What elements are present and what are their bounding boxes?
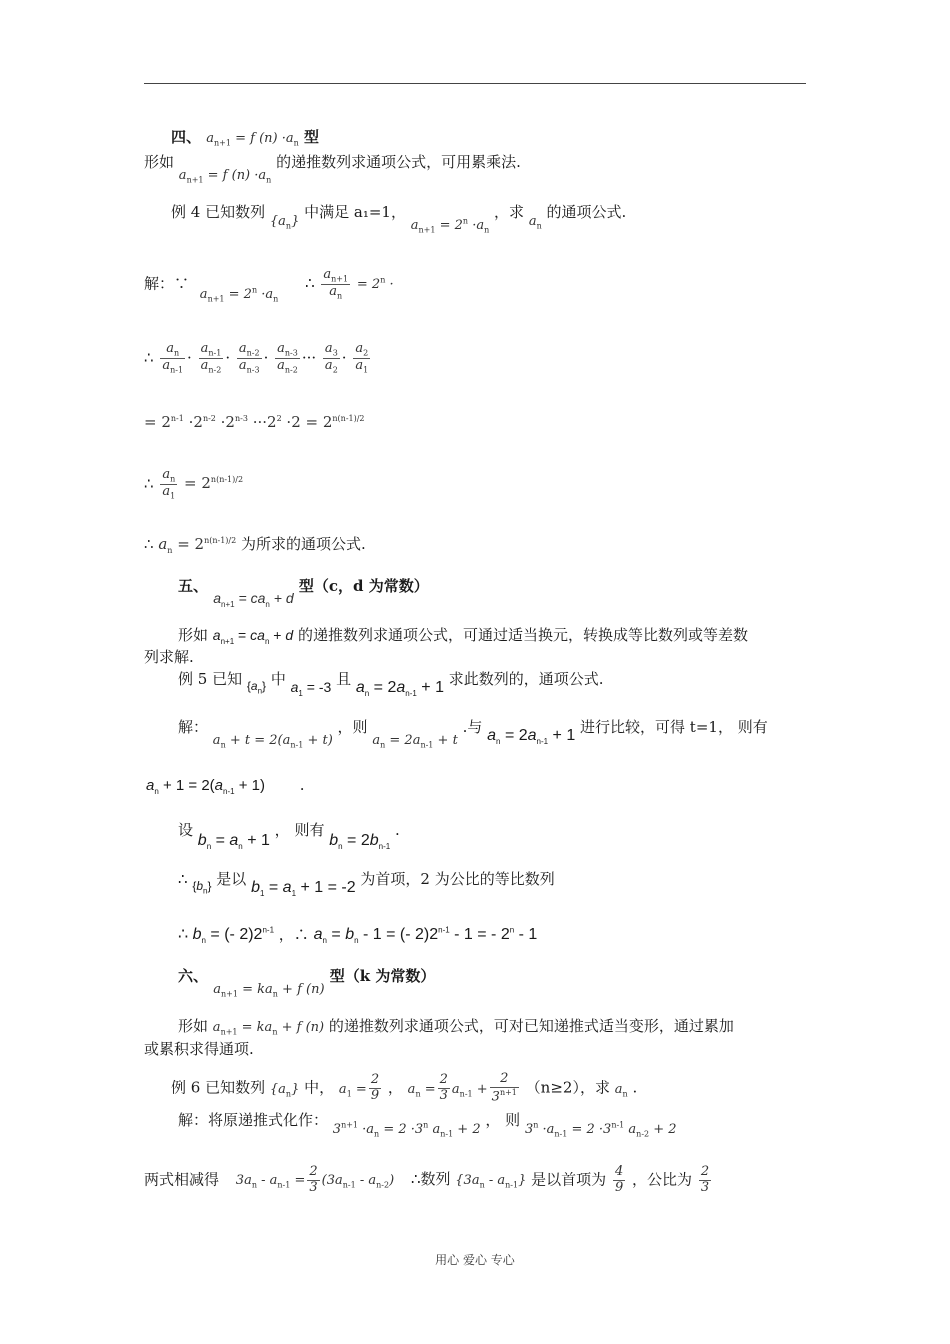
- solution-4-result: ∴ $a_n = 2^{n(n-1)/2}$ 为所求的通项公式.: [144, 535, 366, 555]
- example-5-lead: 例 5 已知: [178, 670, 243, 688]
- solution-label: 解：∵: [144, 274, 190, 293]
- solution-6-line1: [178, 1111, 677, 1139]
- desc-prefix: 形如: [144, 153, 175, 171]
- section-5-suffix: 型（c，d 为常数）: [298, 577, 429, 595]
- example-6-mid: 中，: [304, 1078, 335, 1097]
- desc-prefix: 形如: [178, 626, 209, 644]
- step1-rel: $a_{n+1} = 2^n \cdot a_n$: [199, 285, 279, 304]
- example-6-sep: ，: [387, 1078, 403, 1097]
- result-suffix: 为所求的通项公式.: [240, 535, 366, 553]
- example-6: 例 6 已知数列 $\{a_n\}$ 中， $a_1$ = $\frac{2}{9}$ ， $a_n$ = $\frac{2}{3}$ $a_{n-1}$ + $\frac{2}{3^{n+1}}$ （n≥2），求 $a_n$ .: [171, 1071, 638, 1105]
- sol-compare: 进行比较，可得 t=1， 则有: [580, 718, 768, 736]
- example-4-seq: $\{a_n\}$: [269, 214, 300, 231]
- solution-5-eq: $a_n + 1 = 2(a_{n-1} + 1)$ .: [146, 776, 305, 796]
- res-sep: ，∴: [278, 925, 309, 944]
- solution-5-result: ∴ $b_n$ = (- 2)2$^{n-1}$ ，∴ $a_n = b_n - 1$ = (- 2)2$^{n-1}$ - 1 = - 2$^n$ - 1: [178, 925, 538, 946]
- sub-first: $\frac{4}{9}$: [614, 1164, 624, 1195]
- section-6-prefix: 六、: [178, 967, 209, 985]
- section-6-suffix: 型（k 为常数）: [329, 967, 436, 985]
- solution-5-set: [178, 821, 400, 852]
- sub-seq-lead: ∴数列: [410, 1170, 451, 1189]
- section-5-desc: [178, 628, 748, 646]
- example-4-cond: 中满足 a₁=1，: [304, 203, 406, 221]
- example-6-ask: （n≥2），求: [525, 1078, 610, 1097]
- sol-with: .与: [462, 718, 483, 736]
- example-4-ask: ，求: [494, 203, 525, 221]
- set-dot: .: [394, 821, 400, 839]
- solution-5-line1: [178, 718, 768, 750]
- section-5-prefix: 五、: [178, 577, 209, 595]
- section-4-suffix: 型: [304, 128, 320, 146]
- sol-then: ，则: [337, 718, 368, 736]
- section-4-desc: [144, 153, 521, 185]
- desc-prefix: 形如: [178, 1017, 209, 1035]
- solution-4-step4: ∴ $\frac{a_n}{a_1}$ = $2^{n(n-1)/2}$: [144, 467, 244, 501]
- set-eq1: $b_n = a_n + 1$: [197, 832, 270, 852]
- desc-formula: $a_{n+1} = f$ $(n) \cdot a_n$: [178, 168, 272, 185]
- page-footer: 用心 爱心 专心: [435, 1253, 515, 1267]
- section-4-formula: $a_{n+1} = f$ $(n) \cdot a_n$: [206, 131, 299, 148]
- section-6-desc: [178, 1019, 734, 1037]
- geo-is: 是以: [216, 870, 247, 888]
- eq-dot: .: [299, 776, 305, 794]
- sol6-eq1: $3^{n+1} \cdot a_n = 2 \cdot 3^n$ $a_{n-1} + 2$: [332, 1120, 481, 1139]
- example-4-rel: $a_{n+1} = 2^n \cdot a_n$: [410, 216, 490, 235]
- example-5-and: 且: [336, 670, 352, 688]
- example-5-tail: 求此数列的，通项公式.: [448, 670, 604, 688]
- example-4-an: $a_n$: [528, 214, 542, 231]
- section-6-heading: [178, 967, 436, 999]
- desc-suffix: 的递推数列求通项公式，可对已知递推式适当变形，通过累加: [328, 1017, 734, 1035]
- desc-suffix: 的递推数列求通项公式，可用累乘法.: [276, 153, 521, 171]
- example-4: [171, 203, 627, 235]
- section-5-desc-line2: 列求解.: [144, 648, 194, 666]
- section-6-desc-line2: 或累积求得通项.: [144, 1040, 254, 1058]
- example-5: [178, 670, 604, 699]
- section-6-formula: $a_{n+1} = ka_n + f$ (n): [213, 982, 325, 999]
- sub-ratio: $\frac{2}{3}$: [700, 1164, 710, 1195]
- sol-eq3: $a_n = 2a_{n-1} + 1$: [487, 727, 576, 747]
- desc-formula: $a_{n+1} = ka_n + f$ (n): [212, 1020, 325, 1037]
- solution-label: 解：将原递推式化作：: [178, 1111, 329, 1129]
- example-6-a1: $\frac{2}{9}$: [370, 1072, 380, 1104]
- step1-ratio: $\frac{a_{n+1}}{a_n}$: [323, 267, 349, 301]
- example-5-mid: 中: [270, 670, 286, 688]
- example-5-rel: $a_n = 2a_{n-1} + 1$: [355, 679, 444, 699]
- sub-lead: 两式相减得: [144, 1170, 220, 1189]
- example-6-tail: .: [632, 1078, 638, 1097]
- geo-therefore: ∴: [178, 870, 188, 888]
- example-5-a1: $a_1 = -3$: [290, 679, 332, 698]
- sol-eq2: $a_n = 2a_{n-1} + t$: [372, 733, 458, 750]
- set-lead: 设: [178, 821, 194, 839]
- geo-tail: 为首项，2 为公比的等比数列: [360, 870, 555, 888]
- section-5-heading: [178, 577, 429, 609]
- section-4-heading: [171, 130, 319, 148]
- solution-6-line2: 两式相减得 $3a_n - a_{n-1}$ = $\frac{2}{3}$ $(3a_{n-1} - a_{n-2})$ ∴数列 $\{3a_n - a_{n-1}\}$ 是以首项为 $\frac{4}{9}$ ，公比为 $\frac{2}{3}$: [144, 1164, 710, 1195]
- example-4-tail: 的通项公式.: [546, 203, 627, 221]
- example-5-seq: {an}: [246, 679, 267, 696]
- section-4-prefix: 四、: [171, 128, 202, 146]
- desc-suffix: 的递推数列求通项公式，可通过适当换元，转换成等比数列或等差数: [297, 626, 748, 644]
- set-eq2: $b_n = 2b_{n-1}$: [329, 832, 391, 852]
- sol-eq1: $a_n + t = 2(a_{n-1} + t)$: [212, 733, 333, 750]
- sub-first-lead: 是以首项为: [531, 1170, 607, 1189]
- example-4-lead: 例 4 已知数列: [171, 203, 266, 221]
- solution-4-step1: 解：∵ $a_{n+1} = 2^n \cdot a_n$ ∴ $\frac{a_{n+1}}{a_n}$ = $2^n$ ·: [144, 267, 394, 304]
- header-rule: [144, 83, 806, 84]
- solution-5-geo: [178, 870, 555, 899]
- section-5-formula: $a_{n+1} = ca_n + d$: [213, 590, 294, 609]
- sol6-then: ， 则: [485, 1111, 521, 1129]
- geo-seq: {bn}: [192, 879, 212, 896]
- sub-ratio-lead: ，公比为: [632, 1170, 693, 1189]
- example-6-lead: 例 6 已知数列: [171, 1078, 266, 1097]
- solution-4-step2: ∴ $\frac{a_n}{a_{n-1}}$ · $\frac{a_{n-1}}{a_{n-2}}$ · $\frac{a_{n-2}}{a_{n-3}}$ · $\frac{a_{n-3}}{a_{n-2}}$ ··· $\frac{a_3}{a_2}$ · $\frac{a_2}{a_1}$: [144, 341, 369, 375]
- sub-seq: $\{3a_n - a_{n-1}\}$: [455, 1173, 527, 1191]
- geo-eq: $b_1 = a_1 + 1 = -2$: [251, 879, 356, 899]
- solution-label: 解：: [178, 718, 209, 736]
- sol6-eq2: $3^n \cdot a_{n-1} = 2 \cdot 3^{n-1}$ $a_{n-2} + 2$: [524, 1120, 677, 1139]
- solution-4-step3: = $2^{n-1} \cdot 2^{n-2} \cdot 2^{n-3} \cdot\cdot\cdot 2^2 \cdot 2 = 2^{n(n-1)/2}$: [144, 413, 365, 431]
- set-then: ， 则有: [274, 821, 325, 839]
- desc-formula: $a_{n+1} = ca_n + d$: [212, 627, 294, 646]
- example-6-seq: $\{a_n\}$: [269, 1081, 300, 1099]
